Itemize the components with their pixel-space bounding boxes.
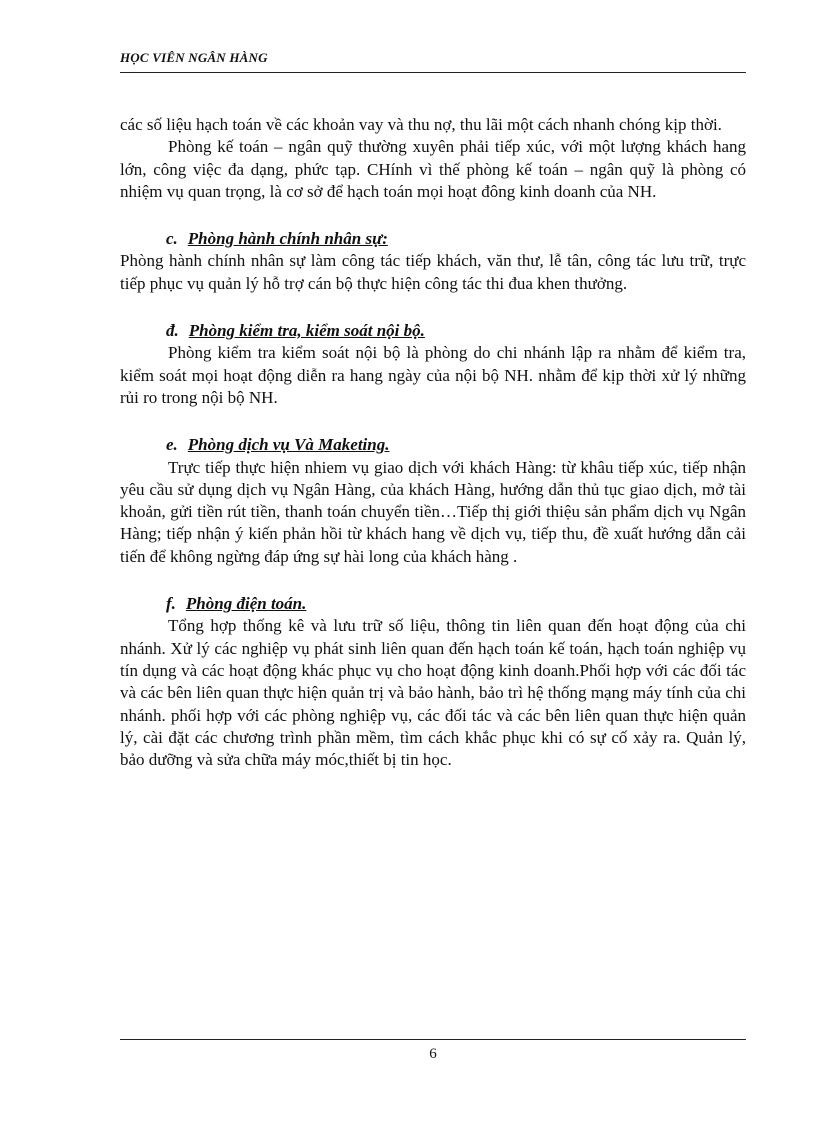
section-title: Phòng điện toán. [185, 594, 307, 614]
paragraph: các số liệu hạch toán về các khoản vay và thu nợ, thu lãi một cách nhanh chóng kịp thời. [120, 115, 722, 134]
section-heading-e [120, 434, 746, 456]
section-letter: đ. [166, 321, 179, 341]
section-title: Phòng dịch vụ Và Maketing. [187, 435, 390, 455]
section-letter: f. [166, 594, 176, 614]
section-heading-d [120, 320, 746, 342]
section-body: Phòng kiểm tra kiểm soát nội bộ là phòng do chi nhánh lập ra nhằm để kiểm tra, kiểm soát mọi hoạt động diễn ra hang ngày của nội bộ NH. nhằm để kịp thời xử lý những rủi ro trong nội bộ NH. [120, 343, 746, 407]
section-heading-f [120, 593, 746, 615]
section-body: Trực tiếp thực hiện nhiem vụ giao dịch với khách Hàng: từ khâu tiếp xúc, tiếp nhận yêu cầu sử dụng dịch vụ Ngân Hàng, của khách Hàng, hướng dẫn thủ tục giao dịch, mở tài khoản, gửi tiền rút tiền, thanh toán chuyển tiền…Tiếp thị giới thiệu sản phẩm dịch vụ Ngân Hàng; tiếp nhận ý kiến phản hồi từ khách hang về dịch vụ, tiếp thu, đề xuất hướng dẫn cải tiến để không ngừng đáp ứng sự hài long của khách hàng . [120, 457, 746, 566]
section-letter: e. [166, 435, 178, 455]
document-body [120, 114, 746, 771]
section-heading-c [120, 228, 746, 250]
footer-divider [120, 1039, 746, 1040]
section-letter: c. [166, 229, 178, 249]
page-number: 6 [429, 1046, 437, 1062]
section-body: Tổng hợp thống kê và lưu trữ số liệu, thông tin liên quan đến hoạt động của chi nhánh. Xử lý các nghiệp vụ phát sinh liên quan đến hạch toán kế toán, hạch toán nghiệp vụ tín dụng và các hoạt động khác phục vụ cho hoạt động kinh doanh.Phối hợp với các đối tác và các bên liên quan thực hiện quản trị và bảo hành, bảo trì hệ thống mạng máy tính của chi nhánh. phối hợp với các phòng nghiệp vụ, các đối tác và các bên liên quan thực hiện quản lý, cài đặt các chương trình phần mềm, tìm cách khắc phục khi có sự cố xảy ra. Quản lý, bảo dưỡng và sửa chữa máy móc,thiết bị tin học. [120, 616, 746, 770]
section-body: Phòng hành chính nhân sự làm công tác tiếp khách, văn thư, lễ tân, công tác lưu trữ, trực tiếp phục vụ quản lý hỗ trợ cán bộ thực hiện công tác thi đua khen thưởng. [120, 251, 746, 293]
paragraph: Phòng kế toán – ngân quỹ thường xuyên phải tiếp xúc, với một lượng khách hang lớn, công việc đa dạng, phức tạp. CHính vì thế phòng kế toán – ngân quỹ là phòng có nhiệm vụ quan trọng, là cơ sở để hạch toán mọi hoạt đông kinh doanh của NH. [120, 137, 746, 201]
page-header [120, 48, 746, 73]
header-title: HỌC VIÊN NGÂN HÀNG [120, 50, 268, 65]
section-title: Phòng hành chính nhân sự: [187, 229, 388, 249]
section-title: Phòng kiểm tra, kiểm soát nội bộ. [188, 321, 425, 341]
